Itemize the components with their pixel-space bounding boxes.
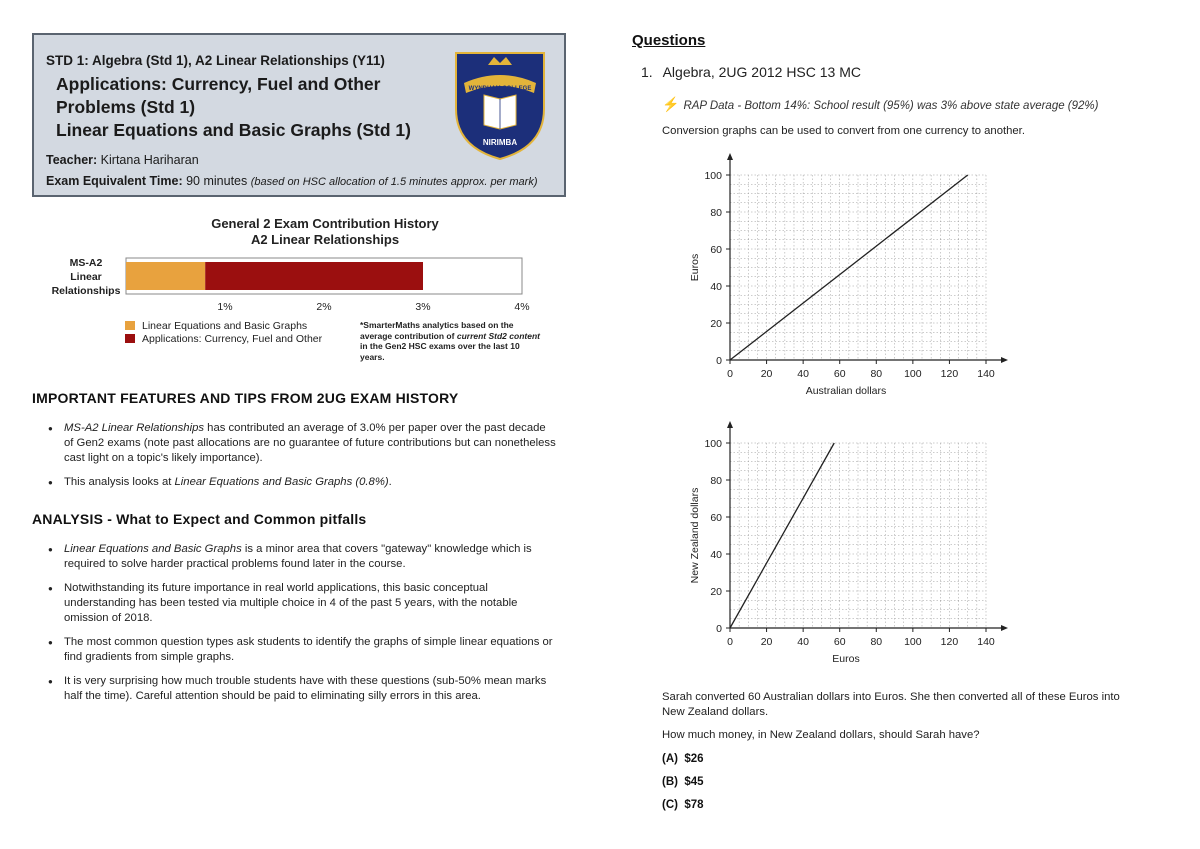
x-tick-label: 120 [940, 368, 959, 380]
feature-emphasis: MS-A2 Linear Relationships [64, 422, 205, 434]
y-axis-arrow [727, 421, 733, 428]
list-item [48, 421, 558, 466]
option-c[interactable] [662, 799, 704, 811]
question-source: Algebra, 2UG 2012 HSC 13 MC [662, 64, 862, 80]
conversion-intro: Conversion graphs can be used to convert from one currency to another. [662, 125, 1025, 137]
x-tick-label: 120 [940, 636, 959, 648]
lightning-icon: ⚡ [662, 96, 680, 112]
header-title-line-2: Problems (Std 1) [56, 97, 196, 117]
option-label: (A) [662, 753, 678, 765]
y-tick-label: 0 [716, 355, 722, 367]
exam-time-label: Exam Equivalent Time: [46, 174, 183, 188]
legend-swatch-linear [125, 321, 135, 330]
row-label-line-3: Relationships [51, 285, 121, 297]
y-tick-label: 100 [704, 170, 722, 182]
contribution-tick-label: 2% [316, 301, 332, 313]
rap-data-row [662, 96, 1099, 113]
legend-label-linear: Linear Equations and Basic Graphs [142, 320, 308, 332]
y-tick-label: 20 [710, 318, 722, 330]
legend-label-applications: Applications: Currency, Fuel and Other [142, 333, 323, 345]
x-tick-label: 60 [833, 368, 846, 380]
list-item: ● The most common question types ask students to identify the graphs of simple linear equations or find gradients from simple graphs. [48, 635, 558, 665]
topic-kicker: STD 1: Algebra (Std 1), A2 Linear Relationships (Y11) [46, 53, 385, 68]
college-crest-logo [450, 49, 550, 161]
row-label-line-1: MS-A2 [69, 257, 103, 269]
row-label-line-2: Linear [70, 271, 102, 283]
note-line-1: *SmarterMaths analytics based on the [360, 320, 514, 330]
contribution-bar-segment-1 [205, 262, 423, 290]
feature-text: has contributed an average of 3.0% per paper over the past decade of Gen2 exams (note past allocations are no guarantee of future contributions but can nonetheless cast light on a topic's likely importance). [64, 422, 556, 464]
x-tick-label: 20 [760, 636, 773, 648]
question-body: Sarah converted 60 Australian dollars into Euros. She then converted all of these Euros into New Zealand dollars. [662, 691, 1120, 718]
list-item [48, 542, 558, 572]
x-tick-label: 80 [870, 636, 883, 648]
note-line-2: average contribution of [360, 330, 455, 341]
analytics-note [360, 320, 540, 362]
x-tick-label: 40 [797, 368, 809, 380]
x-tick-label: 100 [904, 636, 922, 648]
header-box [32, 33, 566, 197]
feature-text: This analysis looks at [64, 476, 175, 488]
contribution-chart-title [140, 216, 510, 248]
y-axis-arrow [727, 153, 733, 160]
x-tick-label: 40 [797, 636, 809, 648]
note-emphasis: current Std2 content [456, 330, 540, 341]
features-list [48, 421, 558, 499]
option-b[interactable] [662, 776, 704, 788]
contribution-bar-segment-0 [126, 262, 205, 290]
y-axis-label: New Zealand dollars [689, 487, 701, 584]
features-heading: IMPORTANT FEATURES AND TIPS FROM 2UG EXAM HISTORY [32, 390, 459, 406]
y-tick-label: 80 [710, 207, 722, 219]
x-tick-label: 80 [870, 368, 883, 380]
question-title [641, 64, 861, 80]
list-item: ● Notwithstanding its future importance in real world applications, this basic conceptual understanding has been tested via multiple choice in 4 of the past 5 years, with the notable omission of 2018. [48, 581, 558, 626]
list-item: ● It is very surprising how much trouble students have with these questions (sub-50% mean marks half the time). Careful attention should be paid to eliminating silly errors in this area. [48, 674, 558, 704]
option-value: $45 [684, 776, 704, 788]
contribution-tick-label: 1% [217, 301, 233, 313]
x-axis-label: Euros [832, 653, 860, 665]
list-item [48, 475, 558, 490]
x-tick-label: 140 [977, 636, 995, 648]
option-label: (B) [662, 776, 678, 788]
analysis-emphasis: Linear Equations and Basic Graphs [64, 543, 242, 555]
feature-text: . [388, 476, 392, 488]
x-tick-label: 0 [727, 368, 733, 380]
exam-time-line [46, 174, 538, 188]
x-axis-arrow [1001, 357, 1008, 363]
option-a[interactable] [662, 753, 704, 765]
analysis-heading: ANALYSIS - What to Expect and Common pitfalls [32, 511, 367, 527]
contribution-tick-label: 3% [415, 301, 431, 313]
analysis-text: is a minor area that covers "gateway" knowledge which is required to solve harder practical problems found later in the course. [64, 543, 532, 570]
contribution-tick-label: 4% [514, 301, 530, 313]
exam-time-value: 90 minutes [186, 174, 248, 188]
question-prompt: How much money, in New Zealand dollars, should Sarah have? [662, 729, 980, 741]
y-tick-label: 20 [710, 586, 722, 598]
x-tick-label: 100 [904, 368, 922, 380]
y-tick-label: 40 [710, 281, 722, 293]
option-label: (C) [662, 799, 678, 811]
y-tick-label: 60 [710, 244, 722, 256]
x-tick-label: 20 [760, 368, 773, 380]
y-tick-label: 100 [704, 438, 722, 450]
teacher-name: Kirtana Hariharan [100, 153, 199, 167]
y-tick-label: 0 [716, 623, 722, 635]
y-tick-label: 80 [710, 475, 722, 487]
aud-euro-conversion-graph [680, 150, 1010, 400]
legend-swatch-applications [125, 334, 135, 343]
x-tick-label: 0 [727, 636, 733, 648]
contribution-title-line-1: General 2 Exam Contribution History [211, 216, 439, 231]
x-tick-label: 60 [833, 636, 846, 648]
header-title-line-1: Applications: Currency, Fuel and Other [56, 74, 381, 94]
option-value: $26 [684, 753, 704, 765]
euro-nzd-conversion-graph [680, 418, 1010, 668]
crest-banner-text: WYNDHAM COLLEGE [468, 86, 532, 92]
note-line-3: in the Gen2 HSC exams over the last 10 years. [360, 341, 520, 362]
rap-text: RAP Data - Bottom 14%: School result (95%) was 3% above state average (92%) [683, 100, 1099, 112]
x-axis-arrow [1001, 625, 1008, 631]
crest-name-text: NIRIMBA [482, 138, 518, 147]
header-title-line-3: Linear Equations and Basic Graphs (Std 1) [56, 120, 411, 140]
feature-emphasis: Linear Equations and Basic Graphs (0.8%) [174, 476, 389, 488]
analysis-list [48, 542, 558, 713]
option-value: $78 [684, 799, 704, 811]
y-axis-label: Euros [689, 253, 701, 282]
y-tick-label: 40 [710, 549, 722, 561]
y-tick-label: 60 [710, 512, 722, 524]
questions-heading: Questions [632, 32, 706, 49]
question-number: 1. [641, 64, 653, 80]
exam-time-note: (based on HSC allocation of 1.5 minutes approx. per mark) [250, 176, 538, 188]
teacher-line [46, 153, 199, 167]
teacher-label: Teacher: [46, 153, 98, 167]
x-axis-label: Australian dollars [805, 385, 887, 397]
contribution-title-line-2: A2 Linear Relationships [250, 232, 400, 247]
x-tick-label: 140 [977, 368, 995, 380]
